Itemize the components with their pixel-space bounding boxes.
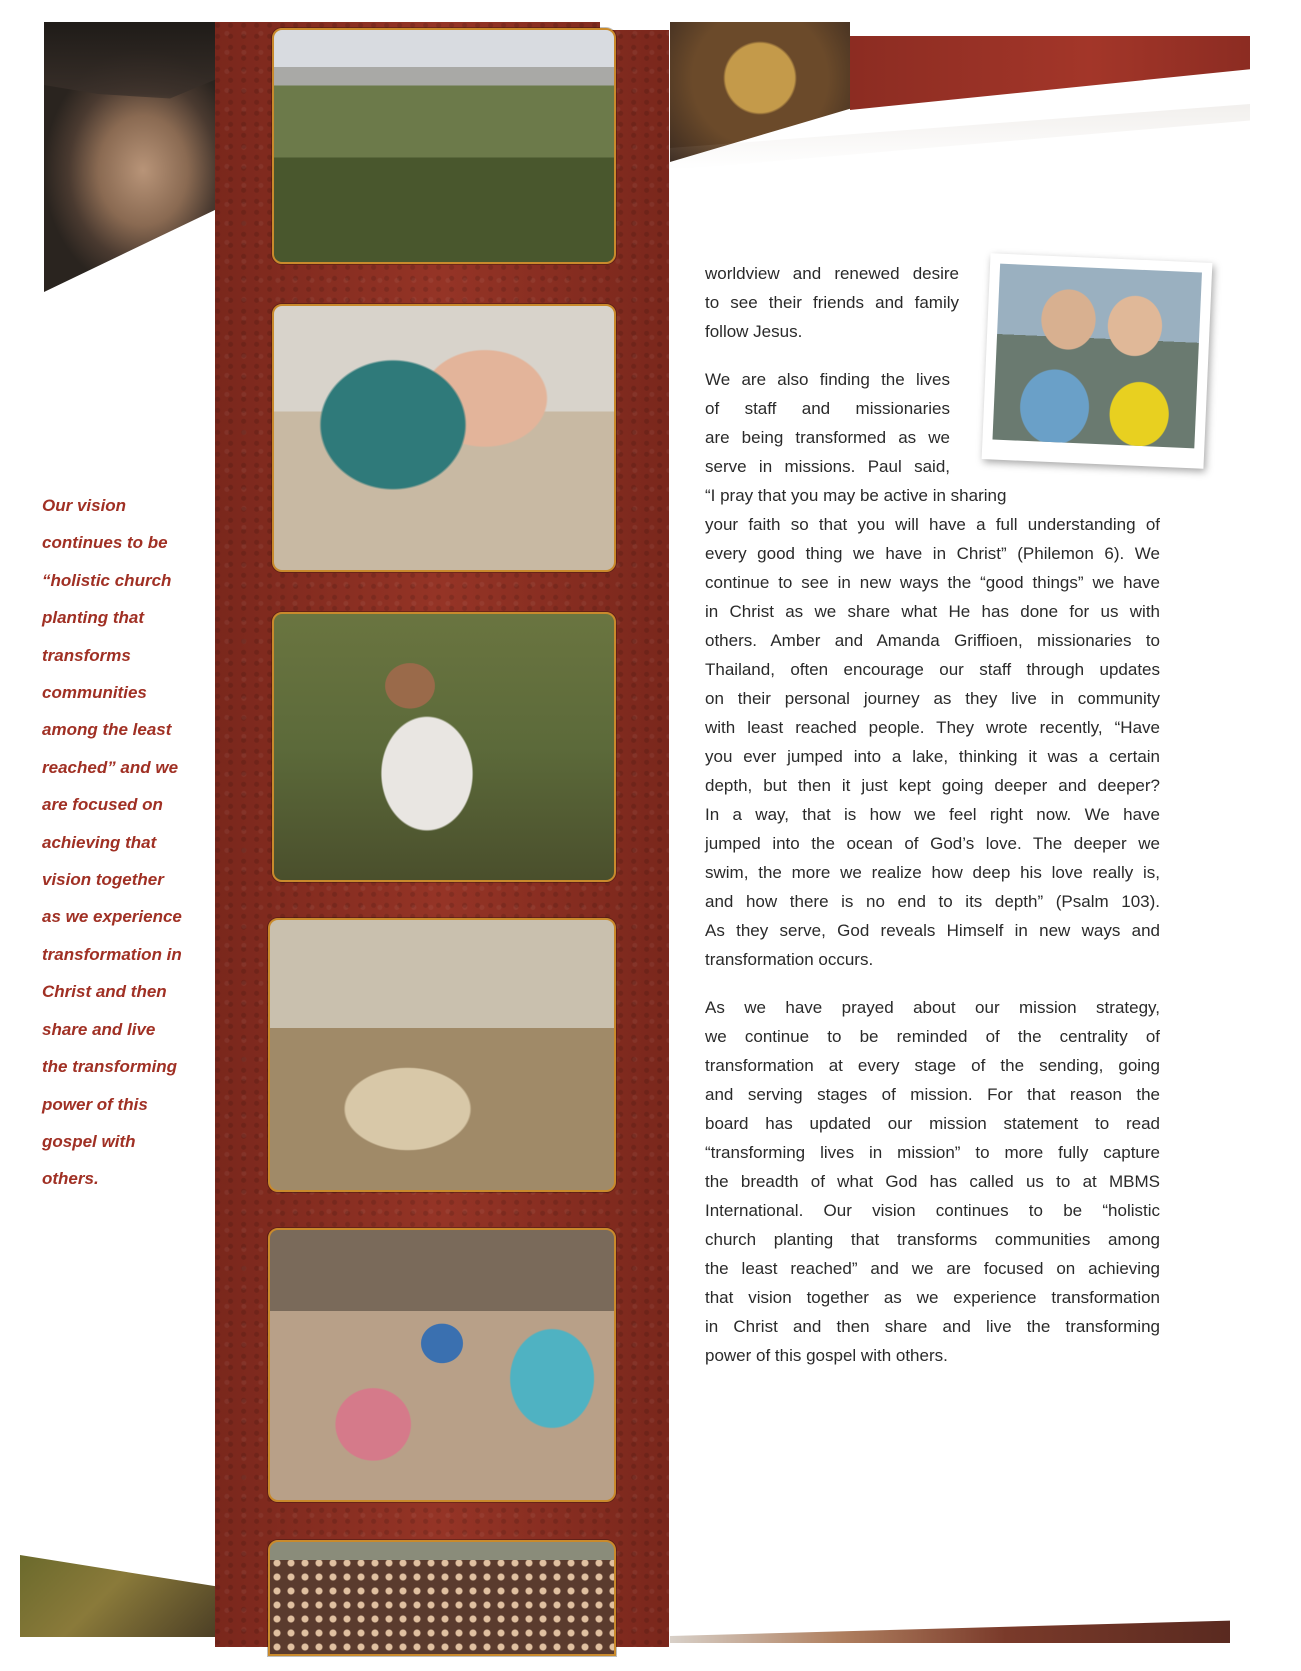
pull-quote-line: achieving that <box>42 832 157 852</box>
pull-quote-line: continues to be <box>42 533 168 553</box>
paragraph-line: jumped into the ocean of God’s love. The deeper we <box>705 834 1160 853</box>
paragraph-line: church planting that transforms communities among <box>705 1230 1160 1249</box>
paragraph-line: others. Amber and Amanda Griffioen, missionaries to <box>705 631 1160 650</box>
pull-quote-line: others. <box>42 1169 99 1189</box>
pull-quote-line: among the least <box>42 720 172 740</box>
paragraph-2 <box>705 365 1160 974</box>
paragraph-line: in Christ and then share and live the transforming <box>705 1317 1160 1336</box>
paragraph-line: in Christ as we share what He has done for us with <box>705 602 1160 621</box>
paragraph-line: of staff and missionaries <box>705 399 950 418</box>
paragraph-line: you ever jumped into a lake, thinking it was a certain <box>705 747 1160 766</box>
paragraph-line: board has updated our mission statement to read <box>705 1114 1160 1133</box>
pull-quote-line: transforms <box>42 645 131 665</box>
photo-woman-bucket <box>272 304 616 572</box>
paragraph-line: power of this gospel with others. <box>705 1346 948 1365</box>
paragraph-line: worldview and renewed desire <box>705 264 959 283</box>
paragraph-line: that vision together as we experience transformation <box>705 1288 1160 1307</box>
paragraph-line: continue to see in new ways the “good things” we have <box>705 573 1160 592</box>
paragraph-3 <box>705 993 1160 1370</box>
paragraph-line: “transforming lives in mission” to more fully capture <box>705 1143 1160 1162</box>
pull-quote-line: transformation in <box>42 944 182 964</box>
pull-quote-line: are focused on <box>42 795 163 815</box>
paragraph-line: are being transformed as we <box>705 428 950 447</box>
paragraph-line: your faith so that you will have a full understanding of <box>705 515 1160 534</box>
pull-quote-line: power of this <box>42 1094 148 1114</box>
pull-quote-line: the transforming <box>42 1057 178 1077</box>
photo-group-circle <box>272 28 616 264</box>
paragraph-line: Thailand, often encourage our staff through updates <box>705 660 1160 679</box>
paragraph-line: to see their friends and family <box>705 293 959 312</box>
paragraph-line: with least reached people. They wrote recently, “Have <box>705 718 1160 737</box>
bottom-right-band <box>670 1615 1230 1643</box>
paragraph-line: As we have prayed about our mission strategy, <box>705 998 1160 1017</box>
pull-quote-line: “holistic church <box>42 570 172 590</box>
pull-quote-line: reached” and we <box>42 757 179 777</box>
paragraph-line: every good thing we have in Christ” (Philemon 6). We <box>705 544 1160 563</box>
paragraph-line: follow Jesus. <box>705 322 803 341</box>
paragraph-line: transformation occurs. <box>705 950 874 969</box>
pull-quote-line: planting that <box>42 608 144 628</box>
paragraph-line: and how there is no end to its depth” (Psalm 103). <box>705 892 1160 911</box>
paragraph-line: we continue to be reminded of the centrality of <box>705 1027 1160 1046</box>
paragraph-line: serve in missions. Paul said, <box>705 457 950 476</box>
paragraph-line: International. Our vision continues to be “holistic <box>705 1201 1160 1220</box>
paragraph-line: the breadth of what God has called us to at MBMS <box>705 1172 1160 1191</box>
body-text <box>705 259 1160 1370</box>
paragraph-line: on their personal journey as they live in community <box>705 689 1160 708</box>
paragraph-1 <box>705 259 959 346</box>
paragraph-line: and serving stages of mission. For that reason the <box>705 1085 1160 1104</box>
photo-crowd <box>268 1540 616 1656</box>
pull-quote-line: gospel with <box>42 1131 136 1151</box>
paragraph-line: “I pray that you may be active in sharing <box>705 486 1007 505</box>
paragraph-line: depth, but then it just kept going deeper and deeper? <box>705 776 1160 795</box>
paragraph-line: swim, the more we realize how deep his love really is, <box>705 863 1160 882</box>
bottom-left-band <box>20 1555 215 1637</box>
pull-quote-line: communities <box>42 683 147 703</box>
pull-quote-line: Our vision <box>42 496 127 515</box>
paragraph-line: the least reached” and we are focused on achieving <box>705 1259 1160 1278</box>
pull-quote-line: as we experience <box>42 907 182 927</box>
paragraph-line: transformation at every stage of the sending, going <box>705 1056 1160 1075</box>
paragraph-line: As they serve, God reveals Himself in new ways and <box>705 921 1160 940</box>
pull-quote-line: vision together <box>42 870 164 890</box>
paragraph-line: We are also finding the lives <box>705 370 950 389</box>
pull-quote-line: share and live <box>42 1019 156 1039</box>
paragraph-line: In a way, that is how we feel right now. We have <box>705 805 1160 824</box>
photo-men-sacks <box>268 918 616 1192</box>
pull-quote <box>42 487 212 1198</box>
pull-quote-line: Christ and then <box>42 982 167 1002</box>
photo-children-gathering <box>268 1228 616 1502</box>
photo-boy-bottle <box>272 612 616 882</box>
